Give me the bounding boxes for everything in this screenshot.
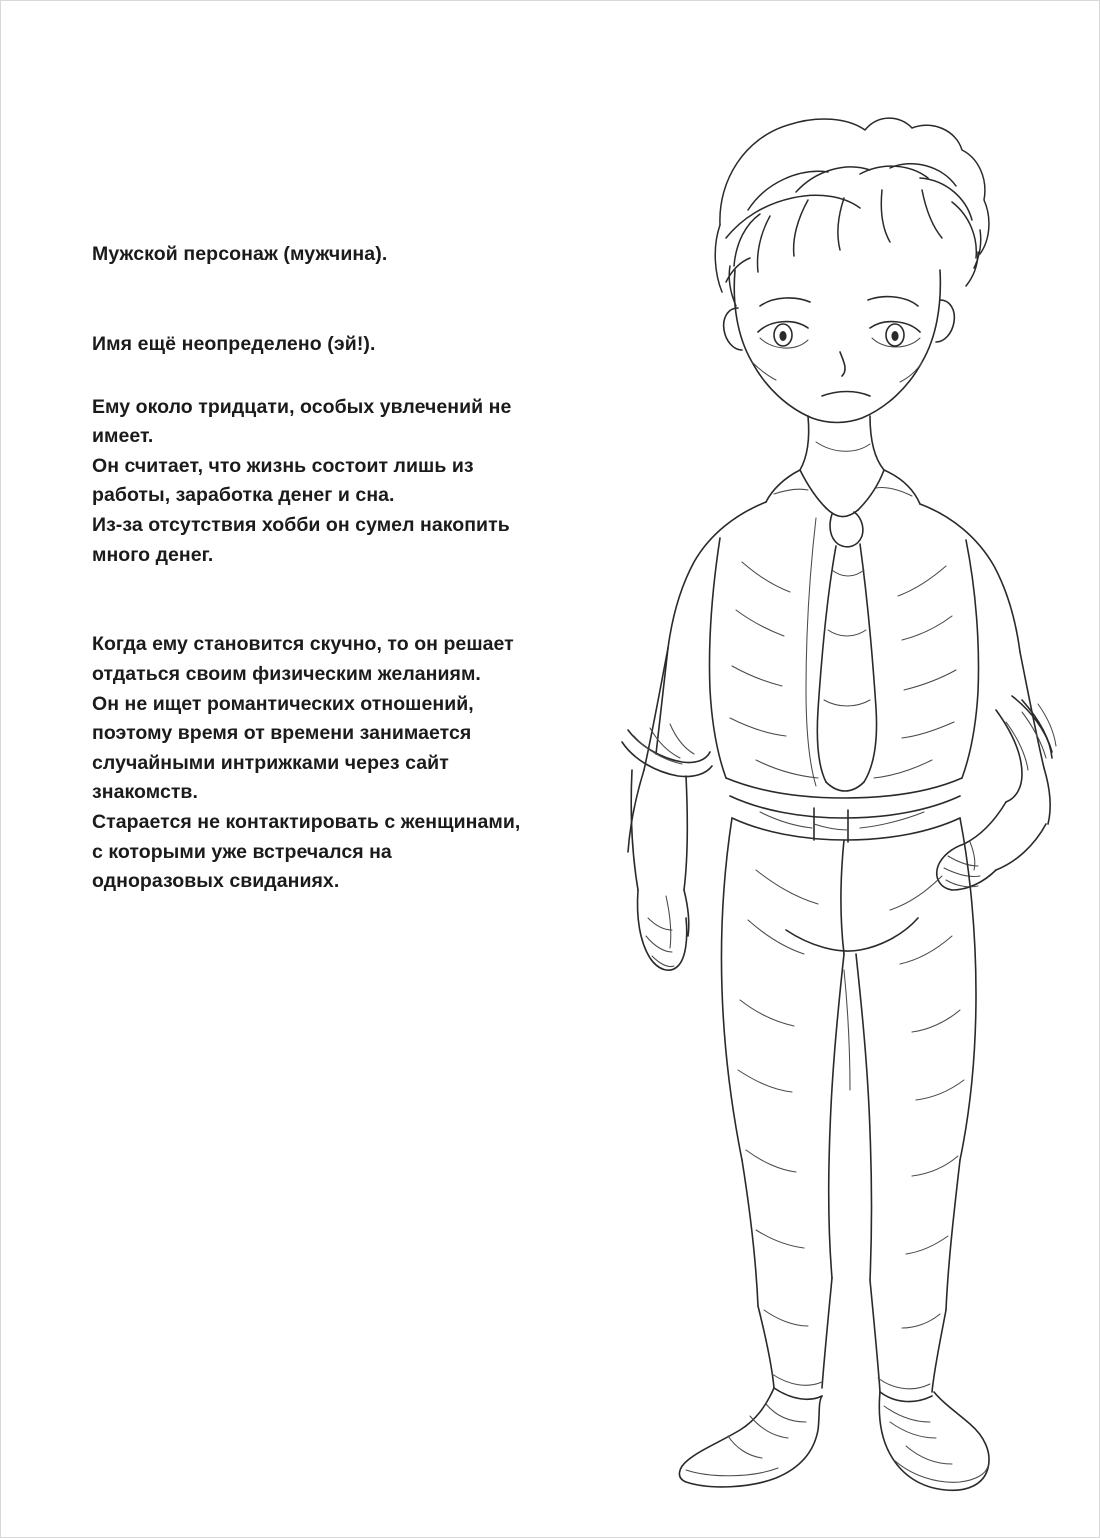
eye-left	[758, 322, 808, 348]
shoe-left	[679, 1388, 822, 1487]
character-name-note: Имя ещё неопределено (эй!).	[92, 333, 376, 356]
eyebrows	[760, 297, 918, 306]
description-line: Когда ему становится скучно, то он решает	[92, 633, 514, 656]
shoe-right	[879, 1392, 989, 1490]
trousers	[721, 818, 976, 1402]
necktie	[817, 512, 876, 791]
description-line: с которыми уже встречался на	[92, 840, 392, 863]
mouth	[822, 392, 870, 397]
belt	[730, 796, 960, 842]
neck	[800, 416, 884, 470]
arm-left	[622, 648, 712, 970]
description-line: отдаться своим физическим желаниям.	[92, 662, 481, 685]
description-line: Ему около тридцати, особых увлечений не	[92, 395, 512, 418]
eye-right	[870, 322, 920, 347]
description-line: одноразовых свиданиях.	[92, 870, 340, 893]
page-title: Мужской персонаж (мужчина).	[92, 243, 388, 265]
description-line: работы, заработка денег и сна.	[92, 484, 395, 507]
description-line: Он не ищет романтических отношений,	[92, 692, 474, 715]
hair-shape	[715, 118, 989, 306]
description-line: Он считает, что жизнь состоит лишь из	[92, 454, 474, 477]
description-line: Старается не контактировать с женщинами,	[92, 811, 521, 834]
description-line: имеет.	[92, 425, 154, 448]
description-paragraph-1	[92, 393, 582, 571]
description-line: много денег.	[92, 543, 214, 566]
description-paragraph-2	[92, 630, 582, 897]
description-line: Из-за отсутствия хобби он сумел накопить	[92, 514, 510, 537]
shirt-collar	[766, 470, 920, 517]
character-description-block	[92, 240, 582, 897]
head-shape	[734, 270, 940, 423]
description-line: знакомств.	[92, 781, 198, 804]
description-line: поэтому время от времени занимается	[92, 722, 472, 745]
arm-right	[937, 696, 1056, 890]
character-illustration	[560, 70, 1080, 1500]
description-line: случайными интрижками через сайт	[92, 751, 449, 774]
nose	[840, 352, 845, 376]
